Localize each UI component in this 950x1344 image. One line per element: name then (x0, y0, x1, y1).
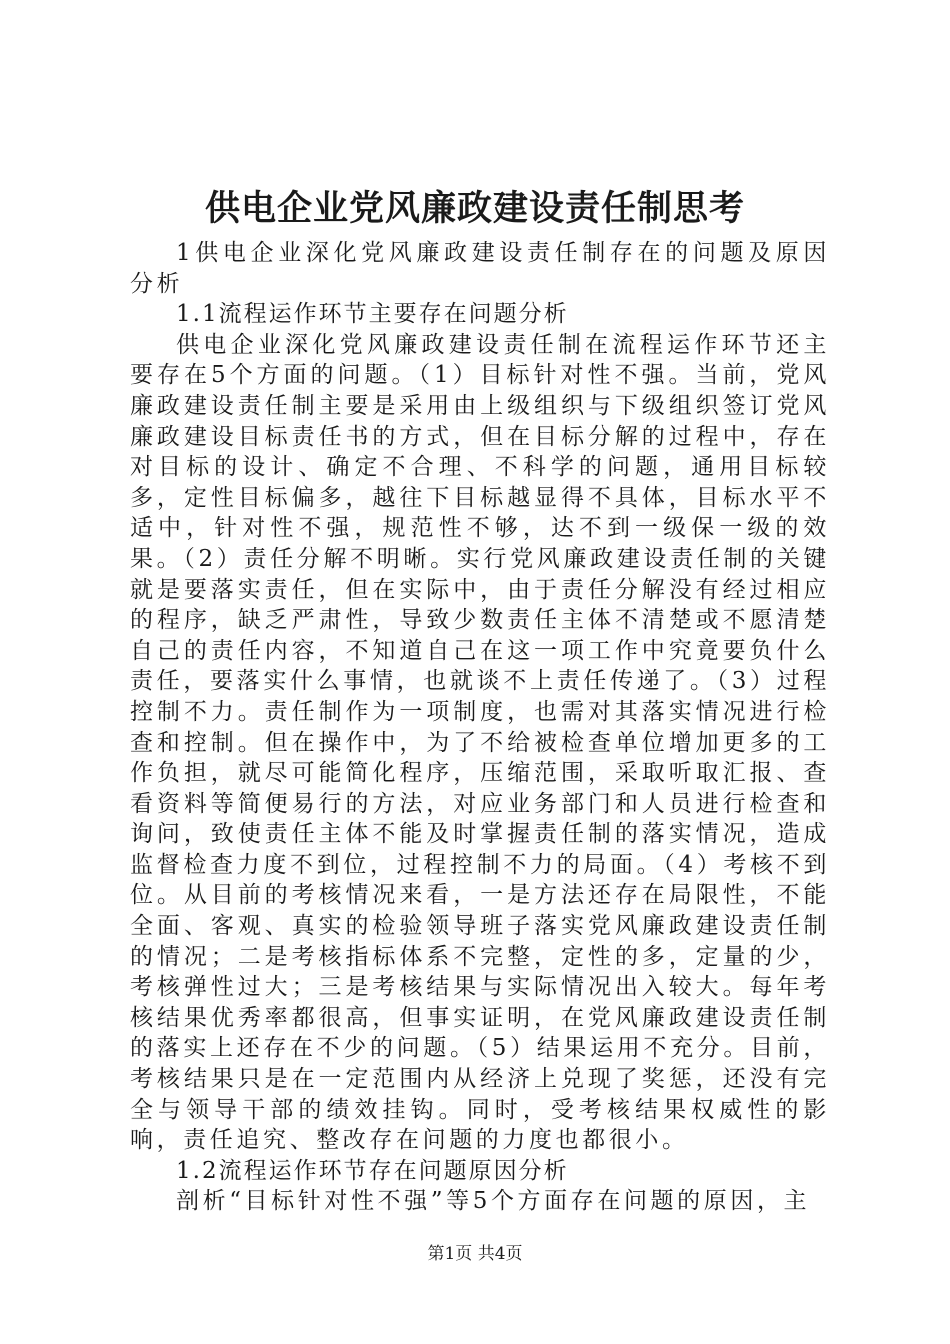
page-footer: 第1页 共4页 (427, 1244, 523, 1264)
subsection-heading-1-2: 1.2流程运作环节存在问题原因分析 (176, 1157, 569, 1184)
document-title: 供电企业党风廉政建设责任制思考 (204, 188, 745, 229)
body-paragraph-1: 供电企业深化党风廉政建设责任制在流程运作环节还主要存在5个方面的问题。（1）目标针对性不强。当前，党风廉政建设责任制主要是采用由上级组织与下级组织签订党风廉政建设目标责任书的方式，但在目标分解的过程中，存在对目标的设计、确定不合理、不科学的问题，通用目标较多，定性目标偏多，越往下目标越显得不具体，目标水平不适中，针对性不强，规范性不够，达不到一级保一级的效果。（2）责任分解不明晰。实行党风廉政建设责任制的关键就是要落实责任，但在实际中，由于责任分解没有经过相应的程序，缺乏严肃性，导致少数责任主体不清楚或不愿清楚自己的责任内容，不知道自己在这一项工作中究竟要负什么责任，要落实什么事情，也就谈不上责任传递了。（3）过程控制不力。责任制作为一项制度，也需对其落实情况进行检查和控制。但在操作中，为了不给被检查单位增加更多的工作负担，就尽可能简化程序，压缩范围，采取听取汇报、查看资料等简便易行的方法，对应业务部门和人员进行检查和询问，致使责任主体不能及时掌握责任制的落实情况，造成监督检查力度不到位，过程控制不力的局面。（4）考核不到位。从目前的考核情况来看，一是方法还存在局限性，不能全面、客观、真实的检验领导班子落实党风廉政建设责任制的情况；二是考核指标体系不完整，定性的多，定量的少，考核弹性过大；三是考核结果与实际情况出入较大。每年考核结果优秀率都很高，但事实证明，在党风廉政建设责任制的落实上还存在不少的问题。（5）结果运用不充分。目前，考核结果只是在一定范围内从经济上兑现了奖惩，还没有完全与领导干部的绩效挂钩。同时，受考核结果权威性的影响，责任追究、整改存在问题的力度也都很小。 (130, 331, 830, 1154)
subsection-heading-1-1: 1.1流程运作环节主要存在问题分析 (176, 301, 569, 328)
body-paragraph-2: 剖析“目标针对性不强”等5个方面存在问题的原因，主 (176, 1188, 811, 1215)
section-heading-1: 1供电企业深化党风廉政建设责任制存在的问题及原因分析 (130, 240, 830, 297)
document-body (130, 238, 830, 1217)
